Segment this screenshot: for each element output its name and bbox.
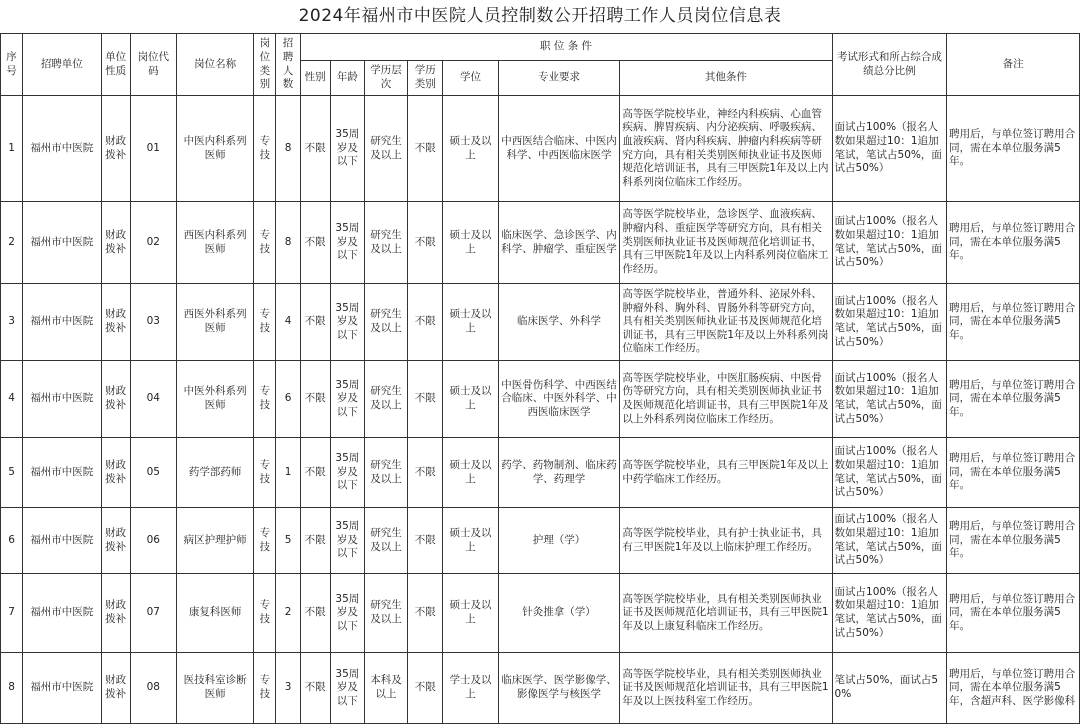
cell-exam: 面试占100%（报名人数如果超过10：1追加笔试，笔试占50%，面试占50%） [832, 284, 947, 361]
header-code: 岗位代码 [130, 34, 176, 96]
cell-degree: 学士及以上 [443, 653, 498, 724]
cell-age: 35周岁及以下 [330, 361, 364, 438]
cell-nature: 财政拨补 [101, 202, 130, 284]
header-remark: 备注 [947, 34, 1080, 96]
cell-code: 01 [130, 96, 176, 202]
page-title: 2024年福州市中医院人员控制数公开招聘工作人员岗位信息表 [298, 6, 782, 26]
cell-sex: 不限 [300, 508, 330, 574]
cell-exam: 面试占100%（报名人数如果超过10：1追加笔试，笔试占50%，面试占50%） [832, 438, 947, 508]
cell-code: 08 [130, 653, 176, 724]
cell-name: 西医内科系列医师 [176, 202, 253, 284]
cell-code: 02 [130, 202, 176, 284]
job-table [0, 33, 1080, 724]
cell-exam: 面试占100%（报名人数如果超过10：1追加笔试，笔试占50%，面试占50%） [832, 202, 947, 284]
cell-other: 高等医学院校毕业，具有三甲医院1年及以上中药学临床工作经历。 [620, 438, 832, 508]
header-conditions: 职 位 条 件 [300, 34, 832, 61]
cell-major: 临床医学、外科学 [498, 284, 620, 361]
cell-other: 高等医学院校毕业，具有相关类别医师执业证书及医师规范化培训证书，具有三甲医院1年及以上康复科临床工作经历。 [620, 574, 832, 653]
header-edu-type: 学历类别 [408, 61, 443, 96]
cell-name: 康复科医师 [176, 574, 253, 653]
header-exam: 考试形式和所占综合成绩总分比例 [832, 34, 947, 96]
cell-other: 高等医学院校毕业，具有相关类别医师执业证书及医师规范化培训证书，具有三甲医院1年及以上医技科室工作经历。 [620, 653, 832, 724]
cell-age: 35周岁及以下 [330, 438, 364, 508]
cell-degree: 硕士及以上 [443, 574, 498, 653]
cell-age: 35周岁及以下 [330, 284, 364, 361]
cell-nature: 财政拨补 [101, 653, 130, 724]
table-body [1, 96, 1080, 724]
cell-major: 中西医结合临床、中医内科学、中西医临床医学 [498, 96, 620, 202]
header-age: 年龄 [330, 61, 364, 96]
header-unit: 招聘单位 [23, 34, 101, 96]
cell-age: 35周岁及以下 [330, 202, 364, 284]
cell-seq: 3 [1, 284, 23, 361]
cell-name: 药学部药师 [176, 438, 253, 508]
cell-exam: 面试占100%（报名人数如果超过10：1追加笔试，笔试占50%，面试占50%） [832, 574, 947, 653]
cell-count: 6 [276, 361, 300, 438]
cell-exam: 笔试占50%，面试占50% [832, 653, 947, 724]
cell-code: 07 [130, 574, 176, 653]
cell-name: 西医外科系列医师 [176, 284, 253, 361]
cell-other: 高等医学院校毕业，具有护士执业证书，具有三甲医院1年及以上临床护理工作经历。 [620, 508, 832, 574]
header-row-1 [1, 34, 1080, 61]
cell-unit: 福州市中医院 [23, 508, 101, 574]
cell-edu-type: 不限 [408, 96, 443, 202]
cell-edu-level: 研究生及以上 [364, 438, 407, 508]
header-major: 专业要求 [498, 61, 620, 96]
cell-nature: 财政拨补 [101, 508, 130, 574]
cell-exam: 面试占100%（报名人数如果超过10：1追加笔试，笔试占50%，面试占50%） [832, 508, 947, 574]
cell-remark: 聘用后，与单位签订聘用合同，需在本单位服务满5年。 [947, 438, 1080, 508]
cell-seq: 2 [1, 202, 23, 284]
cell-nature: 财政拨补 [101, 438, 130, 508]
cell-category: 专技 [254, 202, 276, 284]
header-count: 招聘人数 [276, 34, 300, 96]
cell-edu-level: 研究生及以上 [364, 202, 407, 284]
header-other: 其他条件 [620, 61, 832, 96]
cell-edu-level: 本科及以上 [364, 653, 407, 724]
cell-major: 护理（学） [498, 508, 620, 574]
cell-edu-type: 不限 [408, 284, 443, 361]
cell-count: 2 [276, 574, 300, 653]
header-category: 岗位类别 [254, 34, 276, 96]
cell-name: 病区护理护师 [176, 508, 253, 574]
cell-sex: 不限 [300, 284, 330, 361]
cell-count: 1 [276, 438, 300, 508]
cell-unit: 福州市中医院 [23, 96, 101, 202]
cell-degree: 硕士及以上 [443, 438, 498, 508]
cell-sex: 不限 [300, 438, 330, 508]
cell-category: 专技 [254, 361, 276, 438]
cell-unit: 福州市中医院 [23, 438, 101, 508]
cell-edu-type: 不限 [408, 361, 443, 438]
cell-degree: 硕士及以上 [443, 202, 498, 284]
cell-edu-type: 不限 [408, 508, 443, 574]
cell-unit: 福州市中医院 [23, 653, 101, 724]
cell-edu-level: 研究生及以上 [364, 574, 407, 653]
cell-category: 专技 [254, 653, 276, 724]
cell-nature: 财政拨补 [101, 284, 130, 361]
header-degree: 学位 [443, 61, 498, 96]
cell-seq: 1 [1, 96, 23, 202]
cell-category: 专技 [254, 284, 276, 361]
header-edu-level: 学历层次 [364, 61, 407, 96]
cell-remark: 聘用后，与单位签订聘用合同，需在本单位服务满5年。 [947, 202, 1080, 284]
cell-category: 专技 [254, 438, 276, 508]
cell-age: 35周岁及以下 [330, 574, 364, 653]
cell-unit: 福州市中医院 [23, 202, 101, 284]
cell-seq: 7 [1, 574, 23, 653]
cell-edu-type: 不限 [408, 438, 443, 508]
cell-count: 8 [276, 96, 300, 202]
cell-degree: 硕士及以上 [443, 361, 498, 438]
table-row [1, 653, 1080, 724]
cell-category: 专技 [254, 508, 276, 574]
cell-count: 3 [276, 653, 300, 724]
cell-seq: 5 [1, 438, 23, 508]
cell-age: 35周岁及以下 [330, 653, 364, 724]
cell-exam: 面试占100%（报名人数如果超过10：1追加笔试，笔试占50%，面试占50%） [832, 361, 947, 438]
cell-major: 临床医学、医学影像学、影像医学与核医学 [498, 653, 620, 724]
cell-other: 高等医学院校毕业，中医肛肠疾病、中医骨伤等研究方向，具有相关类别医师执业证书及医师规范化培训证书，具有三甲医院1年及以上外科系列岗位临床工作经历。 [620, 361, 832, 438]
cell-other: 高等医学院校毕业，普通外科、泌尿外科、肿瘤外科、胸外科、胃肠外科等研究方向，具有相关类别医师执业证书及医师规范化培训证书，具有三甲医院1年及以上外科系列岗位临床工作经历。 [620, 284, 832, 361]
cell-unit: 福州市中医院 [23, 574, 101, 653]
cell-nature: 财政拨补 [101, 361, 130, 438]
cell-nature: 财政拨补 [101, 96, 130, 202]
cell-count: 5 [276, 508, 300, 574]
cell-remark: 聘用后，与单位签订聘用合同，需在本单位服务满5年。 [947, 361, 1080, 438]
cell-edu-level: 研究生及以上 [364, 361, 407, 438]
table-row [1, 96, 1080, 202]
cell-edu-type: 不限 [408, 653, 443, 724]
cell-degree: 硕士及以上 [443, 508, 498, 574]
cell-code: 04 [130, 361, 176, 438]
cell-category: 专技 [254, 96, 276, 202]
cell-major: 临床医学、急诊医学、内科学、肿瘤学、重症医学 [498, 202, 620, 284]
cell-sex: 不限 [300, 574, 330, 653]
cell-degree: 硕士及以上 [443, 284, 498, 361]
cell-unit: 福州市中医院 [23, 284, 101, 361]
cell-major: 中医骨伤科学、中西医结合临床、中医外科学、中西医临床医学 [498, 361, 620, 438]
table-row [1, 574, 1080, 653]
cell-remark: 聘用后，与单位签订聘用合同，需在本单位服务满5年。 [947, 96, 1080, 202]
header-seq: 序号 [1, 34, 23, 96]
cell-nature: 财政拨补 [101, 574, 130, 653]
cell-count: 4 [276, 284, 300, 361]
table-row [1, 438, 1080, 508]
header-sex: 性别 [300, 61, 330, 96]
cell-other: 高等医学院校毕业，神经内科疾病、心血管疾病、脾胃疾病、内分泌疾病、呼吸疾病、血液疾病、肾内科疾病、肿瘤内科疾病等研究方向，具有相关类别医师执业证书及医师规范化培训证书，具有三甲医院1年及以上内科系列岗位临床工作经历。 [620, 96, 832, 202]
cell-degree: 硕士及以上 [443, 96, 498, 202]
cell-code: 05 [130, 438, 176, 508]
cell-major: 针灸推拿（学） [498, 574, 620, 653]
header-name: 岗位名称 [176, 34, 253, 96]
cell-unit: 福州市中医院 [23, 361, 101, 438]
cell-remark: 聘用后，与单位签订聘用合同，需在本单位服务满5年。 [947, 284, 1080, 361]
table-row [1, 361, 1080, 438]
cell-other: 高等医学院校毕业，急诊医学、血液疾病、肿瘤内科、重症医学等研究方向，具有相关类别医师执业证书及医师规范化培训证书，具有三甲医院1年及以上内科系列岗位临床工作经历。 [620, 202, 832, 284]
cell-sex: 不限 [300, 361, 330, 438]
cell-name: 中医内科系列医师 [176, 96, 253, 202]
table-row [1, 508, 1080, 574]
header-nature: 单位性质 [101, 34, 130, 96]
cell-seq: 6 [1, 508, 23, 574]
cell-sex: 不限 [300, 653, 330, 724]
cell-edu-type: 不限 [408, 574, 443, 653]
cell-count: 8 [276, 202, 300, 284]
table-row [1, 202, 1080, 284]
cell-remark: 聘用后，与单位签订聘用合同，需在本单位服务满5年，含超声科、医学影像科 [947, 653, 1080, 724]
cell-age: 35周岁及以下 [330, 508, 364, 574]
cell-sex: 不限 [300, 202, 330, 284]
cell-exam: 面试占100%（报名人数如果超过10：1追加笔试，笔试占50%，面试占50%） [832, 96, 947, 202]
cell-edu-level: 研究生及以上 [364, 96, 407, 202]
cell-seq: 8 [1, 653, 23, 724]
cell-name: 医技科室诊断医师 [176, 653, 253, 724]
cell-age: 35周岁及以下 [330, 96, 364, 202]
cell-name: 中医外科系列医师 [176, 361, 253, 438]
cell-edu-level: 研究生及以上 [364, 508, 407, 574]
cell-category: 专技 [254, 574, 276, 653]
cell-edu-level: 研究生及以上 [364, 284, 407, 361]
cell-code: 06 [130, 508, 176, 574]
cell-major: 药学、药物制剂、临床药学、药理学 [498, 438, 620, 508]
table-row [1, 284, 1080, 361]
cell-code: 03 [130, 284, 176, 361]
cell-sex: 不限 [300, 96, 330, 202]
cell-edu-type: 不限 [408, 202, 443, 284]
cell-remark: 聘用后，与单位签订聘用合同，需在本单位服务满5年。 [947, 508, 1080, 574]
cell-remark: 聘用后，与单位签订聘用合同，需在本单位服务满5年。 [947, 574, 1080, 653]
cell-seq: 4 [1, 361, 23, 438]
